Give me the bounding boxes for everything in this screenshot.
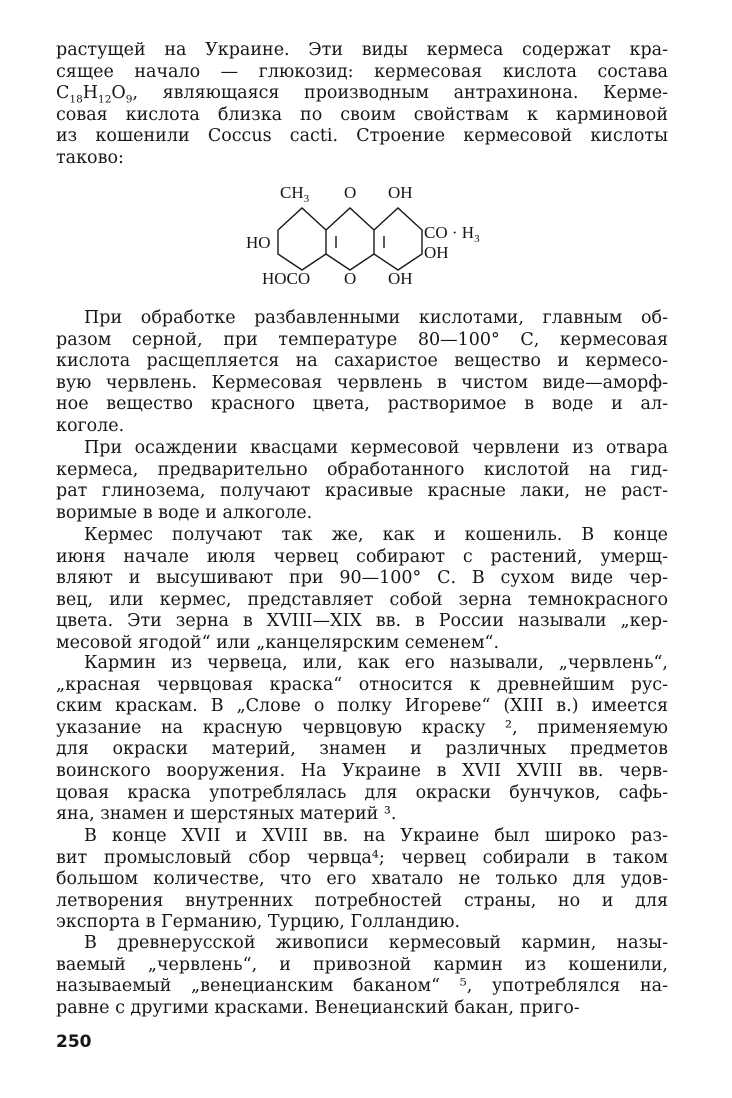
text-line: для окраски материй, знамен и различных предметов [56,739,668,760]
paragraph-5 [56,826,668,934]
formula-right-oh: OH [424,243,449,262]
formula-bottom-o: O [344,269,357,288]
text-line: из кошенили Coccus cacti. Строение кермесовой кислоты [56,126,668,147]
text-line: цвета. Эти зерна в XVIII—XIX вв. в России называли „кер- [56,611,668,632]
paragraph-0 [56,40,668,170]
text-line: $C_{18}H_{12}O_9$, являющаяся производным антрахинона. Керме- [56,83,668,106]
text-line: вую червлень. Кермесовая червлень в чистом виде—аморф- [56,372,668,393]
formula-ho: HO [246,233,271,252]
formula-bottom-oh: OH [388,269,413,288]
kermesic-acid-structural-formula [236,178,506,288]
formula-rings [278,208,422,270]
text-line: растущей на Украине. Эти виды кермеса содержат кра- [56,40,668,60]
text-line: экспорта в Германию, Турцию, Голландию. [56,912,461,933]
formula-top-o: O [344,183,357,202]
text-line: сящее начало — глюкозид: кермесовая кислота состава [56,61,668,82]
paragraph-3 [56,525,668,655]
text-line: ваемый „червлень“, и привозной кармин из кошенили, [56,954,668,975]
text-line: „красная червцовая краска“ относится к древнейшим рус- [56,674,668,695]
paragraph-2 [56,438,668,524]
formula-hoco: HOCO [262,269,311,288]
text-line: Кармин из червеца, или, как его называли, „червлень“, [84,653,668,673]
text-line: Кермес получают так же, как и кошениль. В конце [84,525,668,545]
text-line: В конце XVII и XVIII вв. на Украине был широко раз- [84,826,668,846]
text-line: совая кислота близка по своим свойствам к карминовой [56,104,668,125]
text-line: большом количестве, что его хватало не только для удов- [56,869,668,890]
formula-top-oh: OH [388,183,413,202]
formula-co-h: CO · $H_3$ [424,223,480,245]
text-line: кислота расщепляется на сахаристое вещество и кермесо- [56,351,668,372]
text-line: кермеса, предварительно обработанного кислотой на гид- [56,459,668,480]
text-line: вец, или кермес, представляет собой зерна темнокрасного [56,589,668,610]
text-line: рат глинозема, получают красивые красные лаки, не раст- [56,481,668,502]
paragraph-1 [56,308,668,438]
text-line: указание на красную червцовую краску ², применяемую [56,717,668,738]
text-line: называемый „венецианским баканом“ ⁵, употреблялся на- [56,976,668,997]
text-line: вляют и высушивают при 90—100° С. В сухом виде чер- [56,568,668,589]
text-line: летворения внутренних потребностей страны, но и для [56,890,668,911]
paragraph-4 [56,653,668,826]
text-line: При осаждении квасцами кермесовой червлени из отвара [84,438,668,458]
text-line: ное вещество красного цвета, растворимое в воде и ал- [56,394,668,415]
text-line: цовая краска употреблялась для окраски бунчуков, сафь- [56,782,668,803]
text-line: ским краскам. В „Слове о полку Игореве“ (XIII в.) имеется [56,696,668,717]
text-line: При обработке разбавленными кислотами, главным об- [84,308,668,328]
text-line: воримые в воде и алкоголе. [56,502,313,523]
text-line: воинского вооружения. На Украине в XVII XVIII вв. черв- [56,760,668,781]
text-line: таково: [56,147,124,168]
text-line: равне с другими красками. Венецианский бакан, приго- [56,997,580,1018]
text-line: вит промысловый сбор червца⁴; червец собирали в таком [56,847,668,868]
formula-ch3: $CH_3$ [280,183,310,205]
text-line: В древнерусской живописи кермесовый кармин, назы- [84,933,668,953]
page-number: 250 [56,1032,92,1052]
text-line: разом серной, при температуре 80—100° С, кермесовая [56,329,668,350]
text-line: июня начале июля червец собирают с растений, умерщ- [56,546,668,567]
text-line: коголе. [56,415,125,436]
text-line: месовой ягодой“ или „канцелярским семенем“. [56,632,500,653]
text-line: яна, знамен и шерстяных материй ³. [56,804,397,825]
paragraph-6 [56,933,668,1019]
